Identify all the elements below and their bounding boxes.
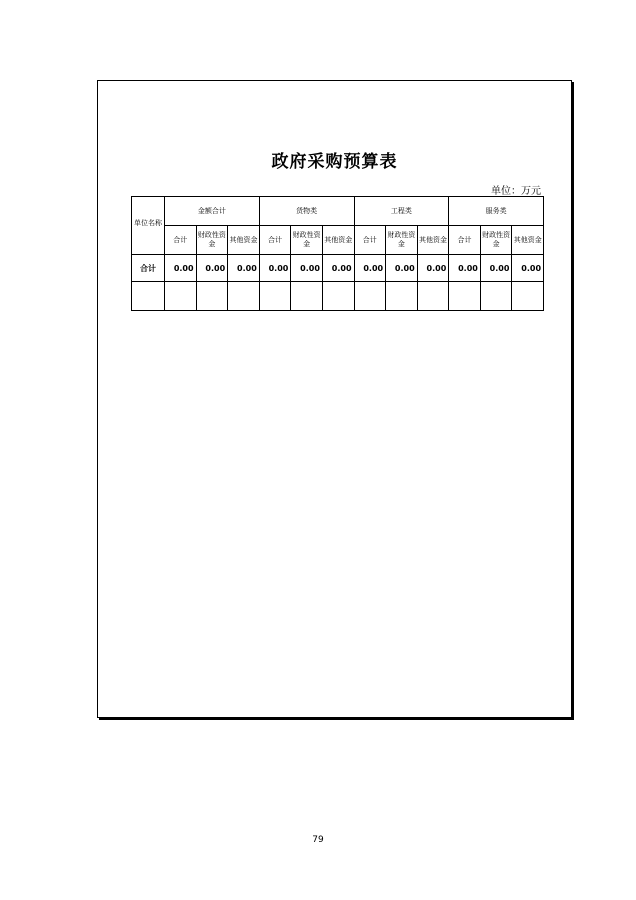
table-cell-empty xyxy=(196,282,228,311)
table-cell-empty xyxy=(354,282,386,311)
sub-header-subtotal: 合计 xyxy=(449,226,481,255)
sub-header-other-funds: 其他资金 xyxy=(512,226,544,255)
table-cell: 0.00 xyxy=(354,255,386,282)
table-row-total xyxy=(132,255,544,282)
table-cell-empty xyxy=(449,282,481,311)
table-cell-empty xyxy=(417,282,449,311)
table-cell: 0.00 xyxy=(480,255,512,282)
group-header-engineering: 工程类 xyxy=(354,197,449,226)
procurement-budget-table xyxy=(131,196,544,311)
page-frame xyxy=(97,80,572,718)
table-cell-empty xyxy=(512,282,544,311)
table-cell-empty xyxy=(386,282,418,311)
sub-header-fiscal-funds: 财政性资金 xyxy=(196,226,228,255)
table-cell: 0.00 xyxy=(228,255,260,282)
table-cell-empty xyxy=(132,282,165,311)
sub-header-other-funds: 其他资金 xyxy=(417,226,449,255)
table-cell: 0.00 xyxy=(449,255,481,282)
group-header-amount-total: 金额合计 xyxy=(165,197,260,226)
unit-label: 单位：万元 xyxy=(491,186,541,197)
table-cell: 0.00 xyxy=(165,255,197,282)
table-cell: 0.00 xyxy=(417,255,449,282)
sub-header-fiscal-funds: 财政性资金 xyxy=(480,226,512,255)
total-row-label: 合计 xyxy=(132,255,165,282)
document-title: 政府采购预算表 xyxy=(271,152,398,172)
table-cell-empty xyxy=(228,282,260,311)
table-cell: 0.00 xyxy=(322,255,354,282)
page-number: 79 xyxy=(312,835,324,845)
group-header-goods: 货物类 xyxy=(259,197,354,226)
sub-header-subtotal: 合计 xyxy=(259,226,291,255)
unit-name-header: 单位名称 xyxy=(132,197,165,255)
group-header-services: 服务类 xyxy=(449,197,544,226)
table-cell: 0.00 xyxy=(291,255,323,282)
sub-header-other-funds: 其他资金 xyxy=(322,226,354,255)
table-cell-empty xyxy=(480,282,512,311)
table-cell: 0.00 xyxy=(512,255,544,282)
sub-header-fiscal-funds: 财政性资金 xyxy=(386,226,418,255)
table-row-empty xyxy=(132,282,544,311)
sub-header-subtotal: 合计 xyxy=(165,226,197,255)
sub-header-fiscal-funds: 财政性资金 xyxy=(291,226,323,255)
table-group-header-row xyxy=(132,197,544,226)
table-cell-empty xyxy=(322,282,354,311)
table-cell: 0.00 xyxy=(259,255,291,282)
table-cell-empty xyxy=(165,282,197,311)
sub-header-other-funds: 其他资金 xyxy=(228,226,260,255)
sub-header-subtotal: 合计 xyxy=(354,226,386,255)
table-sub-header-row xyxy=(132,226,544,255)
table-cell-empty xyxy=(259,282,291,311)
table-cell: 0.00 xyxy=(386,255,418,282)
table-cell: 0.00 xyxy=(196,255,228,282)
table-cell-empty xyxy=(291,282,323,311)
